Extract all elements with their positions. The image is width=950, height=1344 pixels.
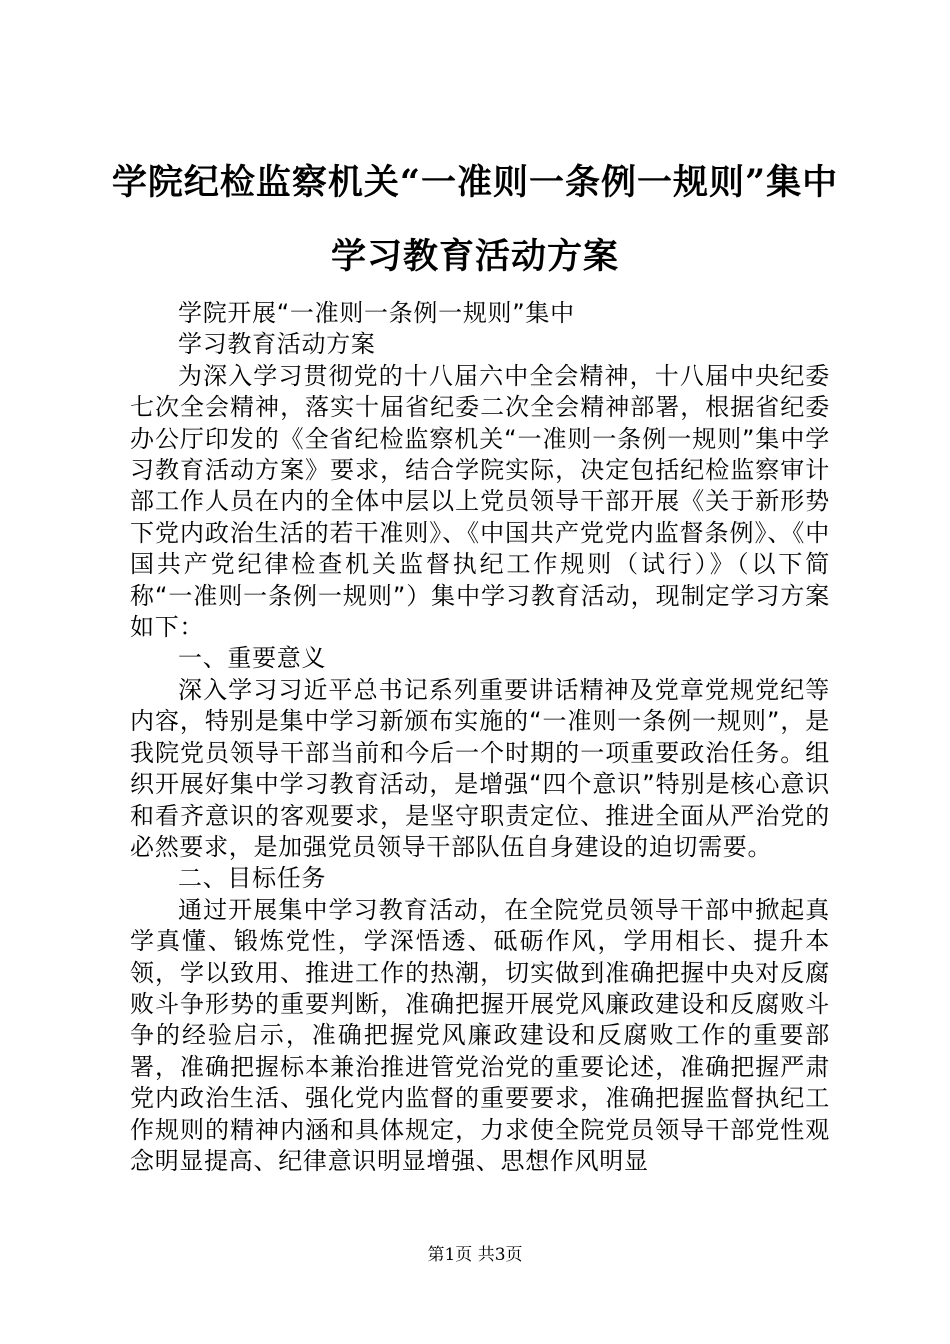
section-heading-goals: 二、目标任务 [178,864,327,893]
document-body [130,298,830,1177]
section-heading-significance: 一、重要意义 [178,644,327,673]
significance-paragraph: 深入学习习近平总书记系列重要讲话精神及党章党规党纪等内容，特别是集中学习新颁布实施的“一准则一条例一规则”，是我院党员领导干部当前和今后一个时期的一项重要政治任务。组织开展好集中学习教育活动，是增强“四个意识”特别是核心意识和看齐意识的客观要求，是坚守职责定位、推进全面从严治党的必然要求，是加强党员领导干部队伍自身建设的迫切需要。 [130,675,830,861]
document-title: 学院纪检监察机关“一准则一条例一规则”集中学习教育活动方案 [111,162,839,277]
intro-paragraph: 为深入学习贯彻党的十八届六中全会精神，十八届中央纪委七次全会精神，落实十届省纪委二次全会精神部署，根据省纪委办公厅印发的《全省纪检监察机关“一准则一条例一规则”集中学习教育活动方案》要求，结合学院实际，决定包括纪检监察审计部工作人员在内的全体中层以上党员领导干部开展《关于新形势下党内政治生活的若干准则》、《中国共产党党内监督条例》、《中国共产党纪律检查机关监督执纪工作规则（试行）》（以下简称“一准则一条例一规则”）集中学习教育活动，现制定学习方案如下： [130,361,830,642]
page-footer: 第1页 共3页 [427,1245,523,1265]
subtitle-line-1: 学院开展“一准则一条例一规则”集中 [178,299,575,327]
goals-paragraph: 通过开展集中学习教育活动，在全院党员领导干部中掀起真学真懂、锻炼党性，学深悟透、砥砺作风，学用相长、提升本领，学以致用、推进工作的热潮，切实做到准确把握中央对反腐败斗争形势的重要判断，准确把握开展党风廉政建设和反腐败斗争的经验启示，准确把握党风廉政建设和反腐败工作的重要部署，准确把握标本兼治推进管党治党的重要论述，准确把握严肃党内政治生活、强化党内监督的重要要求，准确把握监督执纪工作规则的精神内涵和具体规定，力求使全院党员领导干部党性观念明显提高、纪律意识明显增强、思想作风明显 [130,895,830,1175]
subtitle-line-2: 学习教育活动方案 [178,330,376,359]
